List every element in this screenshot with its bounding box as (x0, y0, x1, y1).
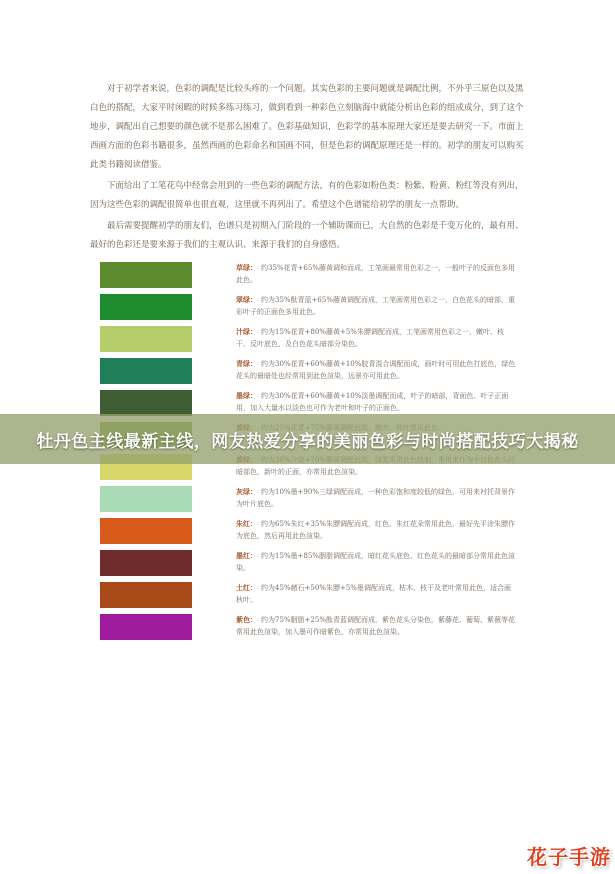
color-row (96, 550, 516, 582)
color-row (96, 614, 516, 646)
color-description: 约为30%花青+60%藤黄+10%淡墨调配而成，叶子的暗部，背面色、叶子正面用，加入大量水以淡色也可作为老叶和叶子的正面色。 (236, 392, 509, 412)
title-banner (0, 414, 615, 464)
color-name: 汁绿： (236, 327, 257, 336)
color-swatch (100, 486, 192, 512)
color-row (96, 326, 516, 358)
color-swatch (100, 358, 192, 384)
color-description: 约为65%朱红+35%朱膘调配而成，红色、朱红花朵常用此色，最好先平涂朱膘作为底色，然后再用此色渲染。 (236, 520, 515, 540)
banner-title: 牡丹色主线最新主线，网友热爱分享的美丽色彩与时尚搭配技巧大揭秘 (36, 431, 579, 452)
color-swatch (100, 262, 192, 288)
color-name: 翠绿： (236, 295, 257, 304)
color-name: 墨红： (236, 551, 257, 560)
color-swatch (100, 390, 192, 416)
intro-text (90, 80, 530, 257)
color-swatch (100, 614, 192, 640)
color-swatch (100, 294, 192, 320)
intro-paragraph: 最后需要提醒初学的朋友们，色谱只是初期入门阶段的一个辅助课而已，大自然的色彩是千变万化的，最有用、最好的色彩还是要来源于我们的主观认识、来源于我们的自身感悟。 (90, 221, 524, 250)
color-row (96, 582, 516, 614)
color-swatch (100, 326, 192, 352)
color-name: 紫色： (236, 615, 257, 624)
color-name: 灰绿： (236, 487, 257, 496)
color-description: 约为15%花青+80%藤黄+5%朱膘调配而成，工笔画常用色彩之一，嫩叶、枝干、反叶底色，及白色花头暗部分染色。 (236, 328, 504, 348)
color-description: 约为45%赭石+50%朱膘+5%墨调配而成，枯木、枝干及老叶常用此色，适合画秋叶。 (236, 584, 511, 604)
color-row (96, 518, 516, 550)
color-swatch (100, 582, 192, 608)
color-name: 青绿： (236, 359, 257, 368)
color-description: 约为35%酞青蓝+65%藤黄调配而成，工笔画常用色彩之一，白色花头的暗部，重彩叶子的正面色多用此色。 (236, 296, 515, 316)
color-description: 暗部色，新叶的正面，亦常用此色渲染。 (236, 468, 362, 476)
color-swatch (100, 518, 192, 544)
color-row (96, 358, 516, 390)
color-row (96, 294, 516, 326)
color-name: 草绿： (236, 263, 257, 272)
color-row (96, 486, 516, 518)
color-swatch (100, 550, 192, 576)
color-name: 朱红： (236, 519, 257, 528)
color-description: 约为15%墨+85%胭脂调配而成，暗红花头底色、红色花头的最暗部分常用此色渲染。 (236, 552, 515, 572)
color-description: 约为30%花青+60%藤黄+10%胶青混合调配而成，画叶时可用此色打底色，绿色花头的最暗处也经常用到此色渲染，远景亦可用此色。 (236, 360, 516, 380)
color-description: 约为10%墨+90%三绿调配而成，一种色彩饱和度较低的绿色，可用来衬托背景作为叶片底色。 (236, 488, 515, 508)
color-description: 约35%花青+65%藤黄调和而成，工笔画最常用色彩之一，一般叶子的反面色多用此色。 (236, 264, 515, 284)
color-name: 土红： (236, 583, 257, 592)
color-row (96, 262, 516, 294)
intro-paragraph: 对于初学者来说，色彩的调配是比较头疼的一个问题。其实色彩的主要问题就是调配比例，不外乎三原色以及黑白色的搭配，大家平时闲暇的时候多练习练习，做到看到一种彩色立刻脑海中就能分析出色彩的组成成分，到了这个地步，调配出自己想要的颜色就不是那么困难了。色彩基础知识，色彩学的基本原理大家还是要去研究一下。市面上西画方面的色彩书籍很多，虽然西画的色彩命名和国画不同，但是色彩的调配原理还是一样的。初学的朋友可以购买此类书籍阅读借鉴。 (90, 84, 524, 170)
site-watermark: 花子手游 (527, 845, 611, 869)
intro-paragraph: 下面给出了工笔花鸟中经常会用到的一些色彩的调配方法，有的色彩如粉色类：粉紫、粉黄、粉红等没有列出，因为这些色彩的调配很简单也很直观，这里就不再列出了。希望这个色谱能给初学的朋友一点帮助。 (90, 181, 524, 210)
color-description: 约为75%胭脂+25%酞青蓝调配而成，紫色花头分染色，紫藤花、葡萄、紫薇等花常用此色渲染，加入墨可作暗紫色，亦常用此色渲染。 (236, 616, 515, 636)
color-name: 墨绿： (236, 391, 257, 400)
